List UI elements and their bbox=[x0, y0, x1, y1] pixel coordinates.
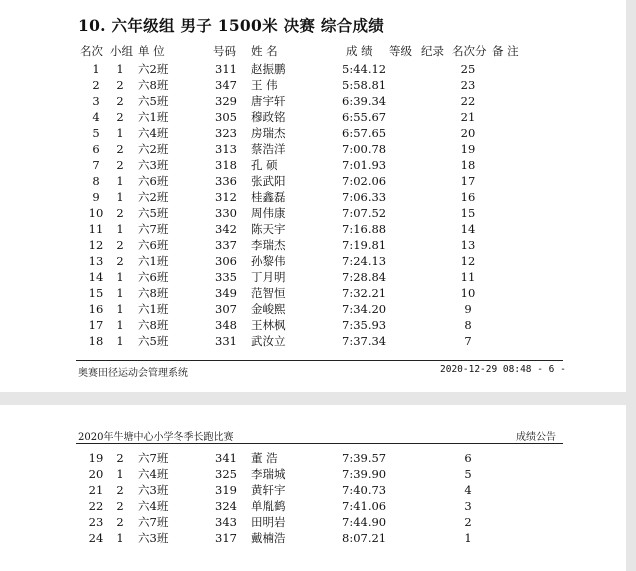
cell-rank: 3 bbox=[92, 94, 100, 108]
cell-number: 343 bbox=[215, 515, 237, 529]
cell-number: 306 bbox=[215, 254, 237, 268]
cell-number: 319 bbox=[215, 483, 237, 497]
cell-unit: 六3班 bbox=[138, 158, 169, 172]
cell-name: 李瑞城 bbox=[251, 467, 286, 481]
cell-rank-score: 15 bbox=[460, 206, 476, 220]
table-row bbox=[0, 317, 626, 333]
cell-rank: 17 bbox=[88, 318, 104, 332]
cell-name: 陈天宇 bbox=[251, 222, 286, 236]
cell-result: 7:02.06 bbox=[342, 174, 387, 188]
table-row bbox=[0, 482, 626, 498]
cell-group: 1 bbox=[116, 270, 124, 284]
table-row bbox=[0, 125, 626, 141]
table-row bbox=[0, 450, 626, 466]
cell-rank: 20 bbox=[88, 467, 104, 481]
cell-rank-score: 3 bbox=[464, 499, 472, 513]
cell-rank-score: 14 bbox=[460, 222, 476, 236]
table-row bbox=[0, 173, 626, 189]
table-row bbox=[0, 93, 626, 109]
cell-rank-score: 4 bbox=[464, 483, 472, 497]
table-row bbox=[0, 285, 626, 301]
cell-rank: 14 bbox=[88, 270, 104, 284]
cell-rank-score: 23 bbox=[460, 78, 476, 92]
cell-number: 330 bbox=[215, 206, 237, 220]
cell-result: 6:39.34 bbox=[342, 94, 387, 108]
cell-rank: 15 bbox=[88, 286, 104, 300]
cell-group: 1 bbox=[116, 222, 124, 236]
cell-rank-score: 12 bbox=[460, 254, 476, 268]
cell-name: 桂鑫磊 bbox=[251, 190, 286, 204]
cell-rank-score: 22 bbox=[460, 94, 476, 108]
header-rank: 名次 bbox=[80, 44, 103, 58]
cell-name: 王林枫 bbox=[251, 318, 286, 332]
table-row bbox=[0, 253, 626, 269]
header-record: 纪录 bbox=[421, 44, 444, 58]
cell-group: 1 bbox=[116, 334, 124, 348]
cell-rank-score: 2 bbox=[464, 515, 472, 529]
cell-group: 2 bbox=[116, 110, 124, 124]
cell-rank: 19 bbox=[88, 451, 104, 465]
cell-name: 张武阳 bbox=[251, 174, 286, 188]
header-rank-score: 名次分 bbox=[452, 44, 487, 58]
cell-group: 2 bbox=[116, 238, 124, 252]
cell-name: 丁月明 bbox=[251, 270, 286, 284]
table-row bbox=[0, 77, 626, 93]
cell-unit: 六7班 bbox=[138, 515, 169, 529]
cell-result: 7:41.06 bbox=[342, 499, 387, 513]
cell-unit: 六4班 bbox=[138, 467, 169, 481]
table-row bbox=[0, 498, 626, 514]
table-header-row bbox=[0, 43, 626, 59]
table-row bbox=[0, 61, 626, 77]
cell-rank: 2 bbox=[92, 78, 100, 92]
cell-number: 342 bbox=[215, 222, 237, 236]
cell-rank: 23 bbox=[88, 515, 104, 529]
cell-result: 6:55.67 bbox=[342, 110, 387, 124]
cell-unit: 六5班 bbox=[138, 206, 169, 220]
cell-group: 2 bbox=[116, 483, 124, 497]
cell-rank-score: 25 bbox=[460, 62, 476, 76]
cell-result: 7:01.93 bbox=[342, 158, 387, 172]
header-unit: 单 位 bbox=[138, 44, 165, 58]
cell-result: 7:32.21 bbox=[342, 286, 387, 300]
cell-number: 323 bbox=[215, 126, 237, 140]
cell-number: 311 bbox=[215, 62, 237, 76]
cell-group: 2 bbox=[116, 254, 124, 268]
cell-unit: 六2班 bbox=[138, 190, 169, 204]
cell-result: 7:39.57 bbox=[342, 451, 387, 465]
footer-system-name: 奥赛田径运动会管理系统 bbox=[78, 368, 188, 379]
cell-rank-score: 8 bbox=[464, 318, 472, 332]
cell-rank: 12 bbox=[88, 238, 104, 252]
cell-result: 6:57.65 bbox=[342, 126, 387, 140]
cell-name: 孔 硕 bbox=[251, 158, 278, 172]
cell-number: 307 bbox=[215, 302, 237, 316]
cell-unit: 六5班 bbox=[138, 94, 169, 108]
cell-result: 7:00.78 bbox=[342, 142, 387, 156]
cell-name: 穆政铭 bbox=[251, 110, 286, 124]
cell-unit: 六7班 bbox=[138, 451, 169, 465]
cell-number: 324 bbox=[215, 499, 237, 513]
cell-unit: 六1班 bbox=[138, 254, 169, 268]
cell-name: 房瑞杰 bbox=[251, 126, 286, 140]
table-row bbox=[0, 221, 626, 237]
cell-unit: 六1班 bbox=[138, 302, 169, 316]
cell-unit: 六7班 bbox=[138, 222, 169, 236]
cell-rank: 4 bbox=[92, 110, 100, 124]
table-row bbox=[0, 530, 626, 546]
cell-number: 317 bbox=[215, 531, 237, 545]
cell-unit: 六3班 bbox=[138, 483, 169, 497]
cell-rank: 11 bbox=[88, 222, 104, 236]
cell-result: 7:06.33 bbox=[342, 190, 387, 204]
cell-group: 1 bbox=[116, 302, 124, 316]
cell-result: 7:28.84 bbox=[342, 270, 387, 284]
cell-rank-score: 9 bbox=[464, 302, 472, 316]
cell-number: 318 bbox=[215, 158, 237, 172]
cell-number: 349 bbox=[215, 286, 237, 300]
header-group: 小组 bbox=[110, 44, 133, 58]
cell-unit: 六4班 bbox=[138, 499, 169, 513]
cell-result: 7:16.88 bbox=[342, 222, 387, 236]
page-title: 10. 六年级组 男子 1500米 决赛 综合成绩 bbox=[78, 16, 385, 35]
cell-group: 2 bbox=[116, 499, 124, 513]
cell-result: 5:44.12 bbox=[342, 62, 387, 76]
cell-name: 范智恒 bbox=[251, 286, 286, 300]
table-row bbox=[0, 466, 626, 482]
cell-group: 2 bbox=[116, 206, 124, 220]
results-page-2 bbox=[0, 405, 626, 571]
cell-result: 7:07.52 bbox=[342, 206, 387, 220]
cell-group: 1 bbox=[116, 286, 124, 300]
cell-rank-score: 10 bbox=[460, 286, 476, 300]
table-row bbox=[0, 141, 626, 157]
cell-group: 1 bbox=[116, 318, 124, 332]
cell-rank-score: 18 bbox=[460, 158, 476, 172]
cell-rank: 16 bbox=[88, 302, 104, 316]
table-row bbox=[0, 189, 626, 205]
cell-name: 周伟康 bbox=[251, 206, 286, 220]
cell-number: 305 bbox=[215, 110, 237, 124]
cell-rank: 1 bbox=[92, 62, 100, 76]
cell-name: 王 伟 bbox=[251, 78, 278, 92]
cell-group: 2 bbox=[116, 158, 124, 172]
cell-rank-score: 6 bbox=[464, 451, 472, 465]
table-row bbox=[0, 157, 626, 173]
cell-rank: 21 bbox=[88, 483, 104, 497]
results-announcement-label: 成绩公告 bbox=[516, 432, 556, 443]
table-row bbox=[0, 333, 626, 349]
competition-title: 2020年牛塘中心小学冬季长跑比赛 bbox=[78, 432, 234, 443]
cell-number: 341 bbox=[215, 451, 237, 465]
cell-rank-score: 7 bbox=[464, 334, 472, 348]
cell-rank: 9 bbox=[92, 190, 100, 204]
cell-name: 赵振鹏 bbox=[251, 62, 286, 76]
cell-result: 7:40.73 bbox=[342, 483, 387, 497]
cell-rank-score: 11 bbox=[460, 270, 476, 284]
cell-rank-score: 20 bbox=[460, 126, 476, 140]
cell-unit: 六6班 bbox=[138, 238, 169, 252]
cell-result: 5:58.81 bbox=[342, 78, 387, 92]
cell-number: 335 bbox=[215, 270, 237, 284]
footer-timestamp-page: 2020-12-29 08:48 - 6 - bbox=[440, 364, 566, 375]
cell-number: 312 bbox=[215, 190, 237, 204]
cell-group: 2 bbox=[116, 451, 124, 465]
cell-rank: 18 bbox=[88, 334, 104, 348]
cell-name: 田明岩 bbox=[251, 515, 286, 529]
cell-number: 337 bbox=[215, 238, 237, 252]
header-grade: 等级 bbox=[389, 44, 412, 58]
cell-unit: 六8班 bbox=[138, 286, 169, 300]
cell-rank: 5 bbox=[92, 126, 100, 140]
cell-rank: 24 bbox=[88, 531, 104, 545]
cell-result: 7:37.34 bbox=[342, 334, 387, 348]
cell-number: 336 bbox=[215, 174, 237, 188]
cell-number: 325 bbox=[215, 467, 237, 481]
header-remarks: 备 注 bbox=[492, 44, 519, 58]
cell-group: 2 bbox=[116, 515, 124, 529]
cell-rank: 10 bbox=[88, 206, 104, 220]
cell-unit: 六2班 bbox=[138, 142, 169, 156]
cell-unit: 六3班 bbox=[138, 531, 169, 545]
cell-group: 1 bbox=[116, 531, 124, 545]
cell-group: 2 bbox=[116, 94, 124, 108]
table-row bbox=[0, 514, 626, 530]
cell-result: 7:35.93 bbox=[342, 318, 387, 332]
cell-number: 331 bbox=[215, 334, 237, 348]
cell-unit: 六1班 bbox=[138, 110, 169, 124]
cell-unit: 六5班 bbox=[138, 334, 169, 348]
cell-number: 329 bbox=[215, 94, 237, 108]
cell-group: 1 bbox=[116, 62, 124, 76]
cell-unit: 六2班 bbox=[138, 62, 169, 76]
table-row bbox=[0, 269, 626, 285]
header-result: 成 绩 bbox=[346, 44, 373, 58]
cell-result: 8:07.21 bbox=[342, 531, 387, 545]
cell-result: 7:24.13 bbox=[342, 254, 387, 268]
cell-name: 孙黎伟 bbox=[251, 254, 286, 268]
cell-rank: 7 bbox=[92, 158, 100, 172]
cell-group: 1 bbox=[116, 190, 124, 204]
cell-unit: 六6班 bbox=[138, 174, 169, 188]
table-row bbox=[0, 301, 626, 317]
cell-name: 唐宇轩 bbox=[251, 94, 286, 108]
header-name: 姓 名 bbox=[251, 44, 278, 58]
cell-name: 武汝立 bbox=[251, 334, 286, 348]
cell-unit: 六6班 bbox=[138, 270, 169, 284]
header-divider bbox=[76, 443, 563, 444]
footer-divider bbox=[76, 360, 563, 361]
cell-rank-score: 19 bbox=[460, 142, 476, 156]
cell-unit: 六8班 bbox=[138, 318, 169, 332]
cell-unit: 六8班 bbox=[138, 78, 169, 92]
cell-rank-score: 17 bbox=[460, 174, 476, 188]
cell-unit: 六4班 bbox=[138, 126, 169, 140]
table-row bbox=[0, 205, 626, 221]
header-number: 号码 bbox=[213, 44, 236, 58]
cell-result: 7:34.20 bbox=[342, 302, 387, 316]
cell-group: 1 bbox=[116, 174, 124, 188]
cell-rank-score: 5 bbox=[464, 467, 472, 481]
table-row bbox=[0, 237, 626, 253]
cell-name: 董 浩 bbox=[251, 451, 278, 465]
table-row bbox=[0, 109, 626, 125]
cell-number: 348 bbox=[215, 318, 237, 332]
cell-name: 金峻熙 bbox=[251, 302, 286, 316]
cell-rank-score: 21 bbox=[460, 110, 476, 124]
cell-group: 2 bbox=[116, 142, 124, 156]
cell-number: 347 bbox=[215, 78, 237, 92]
cell-number: 313 bbox=[215, 142, 237, 156]
cell-name: 单胤鹤 bbox=[251, 499, 286, 513]
cell-group: 1 bbox=[116, 126, 124, 140]
cell-rank: 13 bbox=[88, 254, 104, 268]
cell-result: 7:44.90 bbox=[342, 515, 387, 529]
cell-group: 2 bbox=[116, 78, 124, 92]
cell-rank-score: 16 bbox=[460, 190, 476, 204]
cell-rank-score: 13 bbox=[460, 238, 476, 252]
cell-result: 7:39.90 bbox=[342, 467, 387, 481]
cell-rank: 22 bbox=[88, 499, 104, 513]
cell-name: 李瑞杰 bbox=[251, 238, 286, 252]
cell-rank: 8 bbox=[92, 174, 100, 188]
cell-result: 7:19.81 bbox=[342, 238, 387, 252]
cell-rank-score: 1 bbox=[464, 531, 472, 545]
cell-name: 戴楠浩 bbox=[251, 531, 286, 545]
cell-group: 1 bbox=[116, 467, 124, 481]
cell-name: 蔡浩洋 bbox=[251, 142, 286, 156]
cell-name: 黄轩宇 bbox=[251, 483, 286, 497]
cell-rank: 6 bbox=[92, 142, 100, 156]
